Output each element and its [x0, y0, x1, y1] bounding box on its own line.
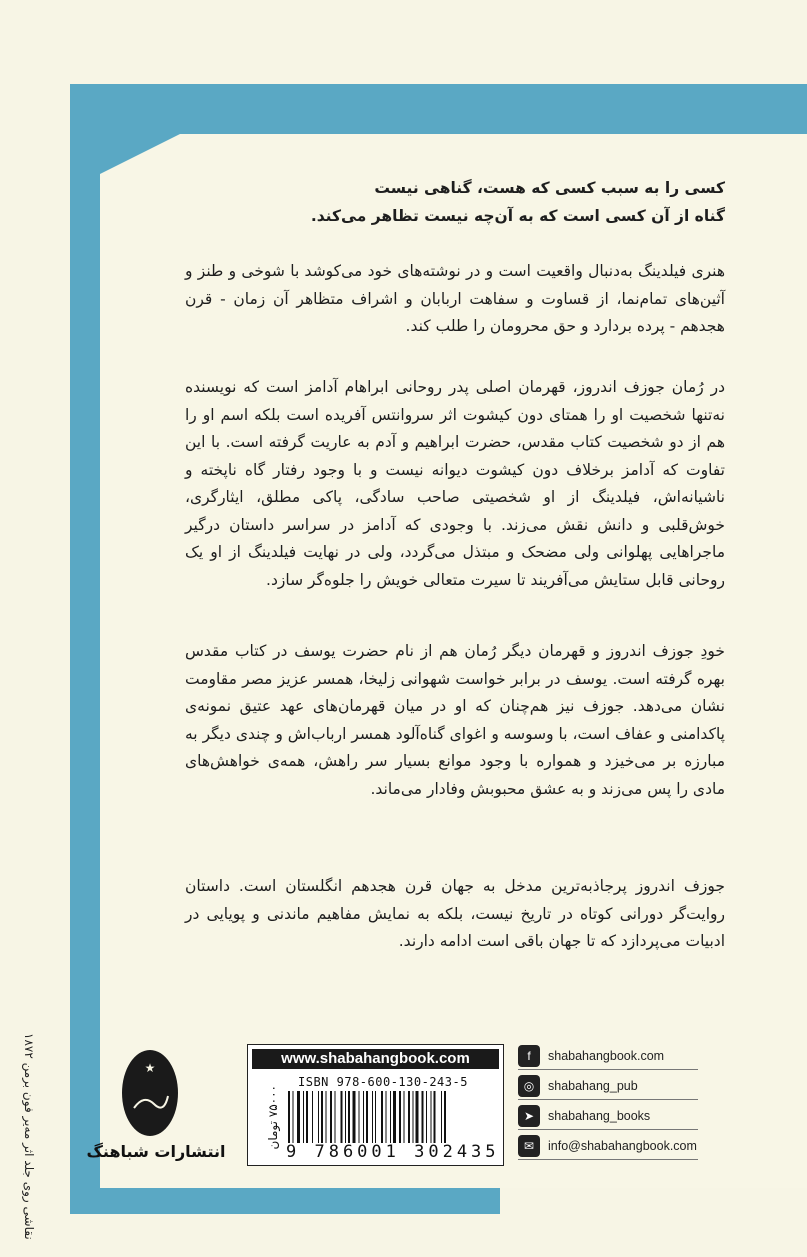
frame-bottom-band: [70, 1188, 500, 1214]
frame-top-band: [100, 84, 807, 134]
epigraph-line-2: گناه از آن کسی است که به آن‌چه نیست تظاهر می‌کند.: [310, 206, 725, 225]
barcode-digits: 9 786001 302435: [286, 1142, 500, 1162]
paragraph-4: جوزف اندروز پرجاذبه‌ترین مدخل به جهان قرن هجدهم انگلستان است. داستان روایت‌گر دورانی کوتاه در تاریخ نیست، بلکه به نمایش مفاهیم ماندنی و پویایی در ادبیات می‌پردازد که تا جهان باقی است ادامه دارند.: [185, 877, 725, 950]
epigraph-line-1: کسی را به سبب کسی که هست، گناهی نیست: [374, 179, 725, 197]
social-label: shabahang_books: [548, 1109, 651, 1123]
social-telegram[interactable]: [518, 1103, 698, 1130]
isbn-text: ISBN 978-600-130-243-5: [298, 1075, 468, 1089]
email-icon: ✉: [518, 1135, 540, 1157]
social-label: shabahang_pub: [548, 1079, 638, 1093]
website-url[interactable]: www.shabahangbook.com: [252, 1049, 499, 1069]
barcode-label: [247, 1044, 504, 1166]
publisher-name: انتشارات شباهنگ: [86, 1142, 226, 1161]
telegram-icon: ➤: [518, 1105, 540, 1127]
social-label: shabahangbook.com: [548, 1049, 665, 1063]
social-facebook[interactable]: [518, 1043, 698, 1070]
svg-text:★: ★: [144, 1061, 156, 1075]
social-label: info@shabahangbook.com: [548, 1139, 697, 1153]
price-label: ۷۵۰۰۰ تومان: [266, 1085, 280, 1150]
epigraph: [255, 175, 725, 230]
instagram-icon: ◎: [518, 1075, 540, 1097]
social-instagram[interactable]: [518, 1073, 698, 1100]
frame-left-band: [70, 84, 100, 1214]
paragraph-3: خودِ جوزف اندروز و قهرمان دیگر رُمان هم از نام حضرت یوسف در کتاب مقدس بهره گرفته است. یوسف در برابر خواست شهوانی زلیخا، همسر عزیز مصر مقاومت نشان می‌دهد. جوزف نیز هم‌چنان که او در میان قهرمان‌های عهد عتیق نمونه‌ی پاکدامنی و عفاف است، با وسوسه و اغوای گناه‌آلود همسر ارباب‌اش و چندی دیگر به مبارزه بر می‌خیزد و همواره با وجود موانع بسیار سر راهش، همه‌ی خواهش‌های مادی را پس می‌زند و به عشق محبوبش وفادار می‌ماند.: [185, 642, 725, 798]
cover-art-credit: نقاشی روی جلد اثر مه‌یر فون برمن ۱۸۷۲: [22, 1033, 36, 1240]
paragraph-2: در رُمان جوزف اندروز، قهرمان اصلی پدر روحانی ابراهام آدامز است که نویسنده نه‌تنها شخصیت او را همتای دون کیشوت اثر سروانتس آفریده است بلکه اسم او را هم از دو شخصیت کتاب مقدس، حضرت ابراهیم و آدم به عاریت گرفته است. با این تفاوت که آدامز برخلاف دون کیشوت دیوانه نیست و با وجود رفتار گاه ناپخته و ناشیانه‌اش، فیلدینگ از او شخصیتی صاحب سادگی، پاکی مطلق، ایثارگری، خوش‌قلبی و دانش نقش می‌زند. با وجودی که آدامز در سراسر داستان درگیر ماجراهایی پهلوانی ولی مضحک و مبتذل می‌گردد، ولی در نهایت فیلدینگ از او یک روحانی قابل ستایش می‌آفریند تا سیرت متعالی خویش را جلوه‌گر سازد.: [185, 378, 725, 589]
paragraph-1: هنری فیلدینگ به‌دنبال واقعیت است و در نوشته‌های خود می‌کوشد با شوخی و طنز و آثین‌های تمام‌نما، از قساوت و سفاهت اربابان و اشراف متظاهر آن زمان - قرن هجدهم - پرده بردارد و حق محرومان را طلب کند.: [185, 262, 725, 335]
publisher-logo-icon: [120, 1048, 180, 1138]
barcode-icon: [288, 1091, 493, 1143]
social-email[interactable]: [518, 1133, 698, 1160]
frame-corner: [100, 134, 180, 174]
facebook-icon: f: [518, 1045, 540, 1067]
